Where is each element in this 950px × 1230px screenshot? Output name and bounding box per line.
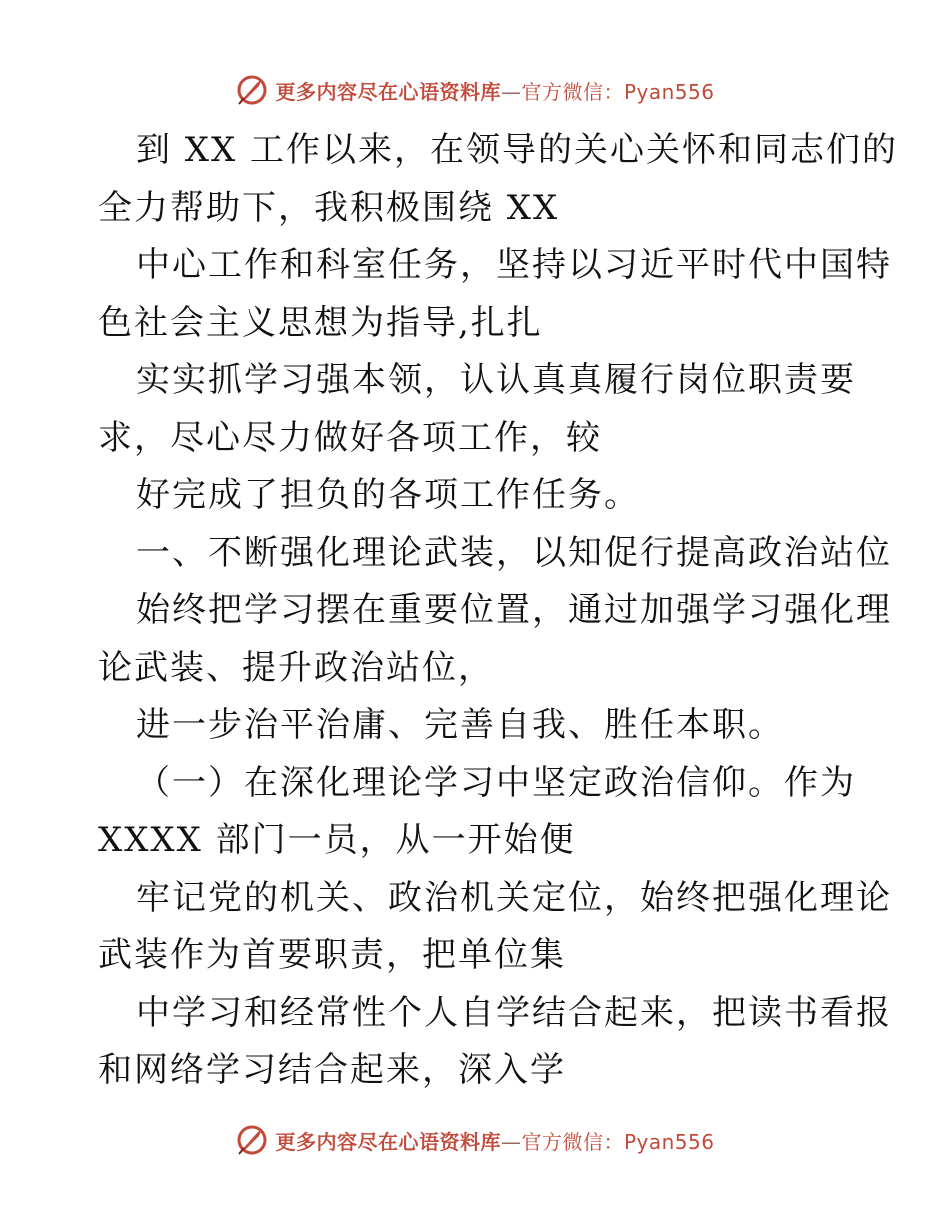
text-line: 武装作为首要职责，把单位集 xyxy=(98,935,566,975)
footer-watermark xyxy=(0,1118,950,1162)
watermark-dash: — xyxy=(500,79,522,104)
text-line: 到 XX 工作以来，在领导的关心关怀和同志们的 xyxy=(136,130,899,170)
watermark-dash: — xyxy=(500,1129,522,1154)
text-line: 始终把学习摆在重要位置，通过加强学习强化理 xyxy=(136,590,892,630)
text-line: 求，尽心尽力做好各项工作，较 xyxy=(98,417,602,458)
text-line: 和网络学习结合起来，深入学 xyxy=(98,1050,566,1090)
watermark-contact: 官方微信：Pyan556 xyxy=(521,79,715,104)
watermark-text xyxy=(275,1126,714,1155)
text-line: （一）在深化理论学习中坚定政治信仰。作为 xyxy=(136,762,856,803)
watermark-main: 更多内容尽在心语资料库 xyxy=(275,1129,501,1154)
watermark-main: 更多内容尽在心语资料库 xyxy=(275,79,501,104)
watermark-contact: 官方微信：Pyan556 xyxy=(521,1129,715,1154)
text-line: 中学习和经常性个人自学结合起来，把读书看报 xyxy=(136,992,892,1033)
text-line: 好完成了担负的各项工作任务。 xyxy=(136,475,640,515)
quill-pen-logo-icon xyxy=(235,73,269,107)
text-line: XXXX 部门一员，从一开始便 xyxy=(98,820,576,860)
text-line: 中心工作和科室任务，坚持以习近平时代中国特 xyxy=(136,245,892,285)
document-body xyxy=(98,122,899,1100)
text-line: 进一步治平治庸、完善自我、胜任本职。 xyxy=(136,705,784,745)
text-line: 论武装、提升政治站位， xyxy=(98,647,494,688)
text-line: 全力帮助下，我积极围绕 XX xyxy=(98,187,560,228)
watermark-text xyxy=(275,76,714,105)
text-line: 实实抓学习强本领，认认真真履行岗位职责要 xyxy=(136,360,856,400)
section-heading: 一、不断强化理论武装，以知促行提高政治站位 xyxy=(136,532,892,573)
text-line: 色社会主义思想为指导,扎扎 xyxy=(98,302,543,343)
header-watermark xyxy=(0,68,950,112)
quill-pen-logo-icon xyxy=(235,1123,269,1157)
text-line: 牢记党的机关、政治机关定位，始终把强化理论 xyxy=(136,877,892,918)
